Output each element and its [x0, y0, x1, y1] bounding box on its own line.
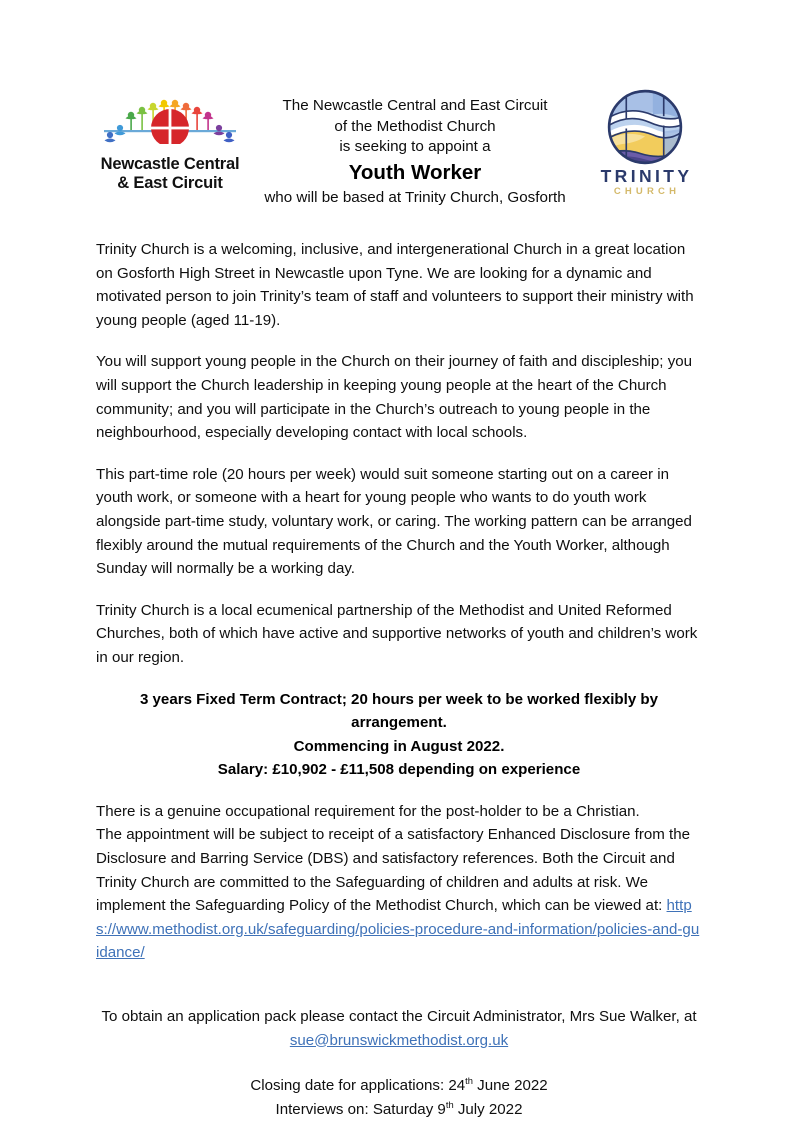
trinity-subwordmark: CHURCH — [613, 186, 681, 197]
paragraph-responsibilities: You will support young people in the Church on their journey of faith and discipleship; you will support the Church leadership in keeping young people at the heart of the Church community; and you will participate in the Church’s outreach to young people in the neighbourhood, especially developing contact with local schools. — [96, 353, 693, 442]
trinity-church-logo — [586, 88, 704, 206]
spacer — [96, 983, 702, 1005]
circuit-logo-line2: & East Circuit — [117, 174, 223, 192]
circuit-rainbow-arch-icon — [96, 88, 244, 154]
document-body — [96, 238, 702, 1121]
header-heading-block — [244, 88, 586, 208]
contract-terms-block — [96, 688, 702, 782]
spacer — [96, 1052, 702, 1074]
occupational-requirement-line: There is a genuine occupational requirement for the post-holder to be a Christian. — [96, 802, 640, 820]
contact-block — [96, 1005, 702, 1052]
paragraph-partnership: Trinity Church is a local ecumenical partnership of the Methodist and United Reformed Churches, both of which have active and supportive networks of youth and children’s work in our region. — [96, 601, 698, 666]
salary-line: Salary: £10,902 - £11,508 depending on experience — [217, 761, 581, 779]
header-line-2: of the Methodist Church — [334, 117, 496, 135]
dates-block — [96, 1074, 702, 1121]
circuit-logo-line1: Newcastle Central — [100, 155, 240, 173]
closing-date-suffix: June 2022 — [472, 1077, 548, 1095]
header-line-1: The Newcastle Central and East Circuit — [282, 97, 548, 114]
closing-date-ordinal: th — [465, 1076, 473, 1087]
interview-date-ordinal: th — [445, 1099, 454, 1110]
contact-email-link[interactable]: sue@brunswickmethodist.org.uk — [289, 1031, 509, 1049]
newcastle-circuit-logo — [96, 88, 244, 208]
header-line-3: is seeking to appoint a — [339, 138, 491, 155]
commencement-line: Commencing in August 2022. — [293, 737, 505, 755]
closing-date-line — [96, 1074, 702, 1098]
interview-date-suffix: July 2022 — [453, 1100, 523, 1118]
header-line-4: who will be based at Trinity Church, Gosforth — [264, 188, 566, 206]
interview-date-prefix: Interviews on: Saturday 9 — [275, 1100, 446, 1118]
trinity-stained-glass-icon — [606, 88, 684, 166]
paragraph-safeguarding — [96, 800, 702, 965]
interview-date-line — [96, 1098, 702, 1122]
paragraph-intro: Trinity Church is a welcoming, inclusive, and intergenerational Church in a great location on Gosforth High Street in Newcastle upon Tyne. We are looking for a dynamic and motivated person to join Trinity’s team of staff and volunteers to support their ministry with young people (aged 11-19). — [96, 241, 694, 329]
safeguarding-body-text: The appointment will be subject to receipt of a satisfactory Enhanced Disclosure from the Disclosure and Barring Service (DBS) and satisfactory references. Both the Circuit and Trinity Church are committed to the Safeguarding of children and adults at risk. We implement the Safeguarding Policy of the Methodist Church, which can be viewed at: — [96, 826, 690, 915]
closing-date-prefix: Closing date for applications: 24 — [250, 1077, 466, 1095]
job-title: Youth Worker — [348, 160, 482, 184]
document-header — [96, 88, 704, 210]
trinity-wordmark: TRINITY — [600, 166, 693, 186]
contract-term-line: 3 years Fixed Term Contract; 20 hours per week to be worked flexibly by arrangement. — [139, 690, 659, 732]
paragraph-role-details: This part-time role (20 hours per week) would suit someone starting out on a career in youth work, or someone with a heart for young people who wants to do youth work alongside part-time study, voluntary work, or caring. The working pattern can be arranged flexibly around the mutual requirements of the Church and the Youth Worker, although Sunday will normally be a working day. — [96, 465, 692, 578]
contact-instruction-text: To obtain an application pack please contact the Circuit Administrator, Mrs Sue Walker, at — [101, 1008, 697, 1026]
safeguarding-policy-link[interactable]: https://www.methodist.org.uk/safeguarding/policies-procedure-and-information/policies-and-guidance/ — [96, 897, 700, 962]
